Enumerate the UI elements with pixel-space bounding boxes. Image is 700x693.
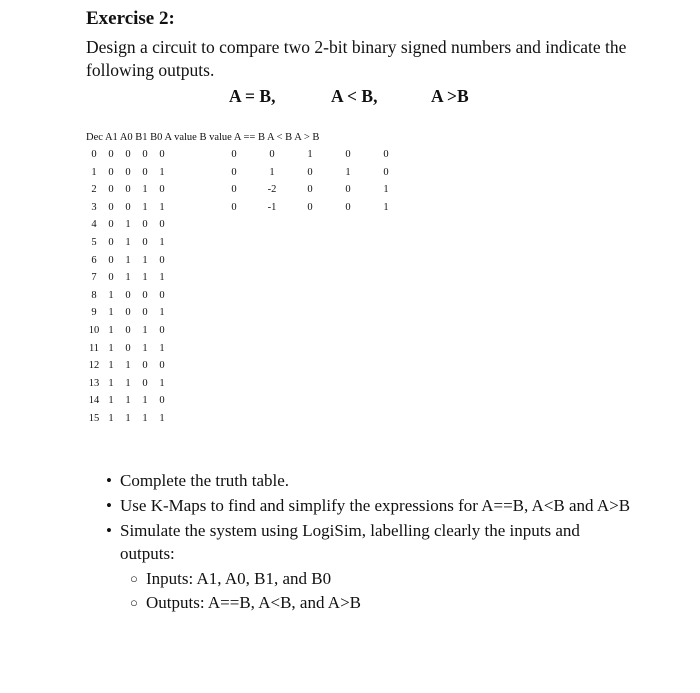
table-cell-b1: 1 <box>142 201 148 213</box>
instruction-item <box>106 519 636 565</box>
table-cell-b1: 1 <box>142 272 148 284</box>
instruction-item <box>106 469 636 492</box>
table-cell-b1: 0 <box>142 377 148 389</box>
table-cell-a1: 1 <box>108 360 114 372</box>
table-cell-dec: 3 <box>91 201 97 213</box>
table-cell-dec: 14 <box>88 395 100 407</box>
table-cell-dec: 15 <box>88 413 100 424</box>
table-cell-b1: 1 <box>142 325 148 336</box>
table-cell-bv: -2 <box>267 184 277 196</box>
sub-item-text: Inputs: A1, A0, B1, and B0 <box>146 569 332 588</box>
table-cell-a0: 1 <box>125 272 131 284</box>
table-row <box>86 378 406 395</box>
table-cell-b0: 1 <box>159 237 165 248</box>
table-cell-a0: 1 <box>125 254 131 266</box>
table-cell-a1: 1 <box>108 377 114 389</box>
instruction-text: Use K-Maps to find and simplify the expressions for A==B, A<B and A>B <box>120 496 631 515</box>
table-cell-a1: 1 <box>108 395 114 407</box>
instruction-list <box>106 469 636 615</box>
table-cell-dec: 12 <box>88 360 100 372</box>
table-cell-b1: 1 <box>142 413 148 424</box>
table-row <box>86 184 406 201</box>
sub-item-text: Outputs: A==B, A<B, and A>B <box>146 593 361 612</box>
table-cell-b1: 0 <box>142 237 148 248</box>
table-cell-dec: 5 <box>91 237 97 248</box>
table-row <box>86 307 406 324</box>
table-row <box>86 167 406 184</box>
table-cell-b1: 1 <box>142 342 148 354</box>
table-cell-gt: 0 <box>383 166 389 178</box>
table-cell-b0: 0 <box>159 325 165 336</box>
table-cell-b1: 1 <box>142 254 148 266</box>
table-cell-a0: 1 <box>125 219 131 231</box>
table-cell-dec: 4 <box>91 219 97 231</box>
table-row <box>86 237 406 254</box>
table-cell-eq: 0 <box>307 184 313 196</box>
table-cell-b0: 1 <box>159 342 165 354</box>
bullet-icon: • <box>106 496 112 515</box>
table-cell-b1: 0 <box>142 360 148 372</box>
table-cell-a1: 1 <box>108 413 114 424</box>
table-cell-av: 0 <box>231 184 237 196</box>
table-cell-a1: 1 <box>108 325 114 336</box>
table-row <box>86 395 406 412</box>
table-cell-gt: 1 <box>383 201 389 213</box>
table-cell-lt: 0 <box>345 184 351 196</box>
table-cell-dec: 13 <box>88 377 100 389</box>
bullet-icon: • <box>106 471 112 490</box>
table-cell-a1: 0 <box>108 219 114 231</box>
table-cell-eq: 1 <box>307 149 313 160</box>
table-cell-a0: 0 <box>125 325 131 336</box>
table-cell-a0: 0 <box>125 166 131 178</box>
table-cell-dec: 9 <box>91 307 97 319</box>
table-cell-b0: 0 <box>159 149 165 160</box>
output-equal: A = B, <box>229 86 276 106</box>
circle-bullet-icon: ○ <box>130 595 138 610</box>
table-cell-a0: 1 <box>125 395 131 407</box>
table-cell-bv: -1 <box>267 201 277 213</box>
table-cell-a1: 0 <box>108 272 114 284</box>
exercise-description: Design a circuit to compare two 2-bit binary signed numbers and indicate the following outputs. <box>86 37 627 80</box>
instruction-text: Complete the truth table. <box>120 471 290 490</box>
table-cell-a0: 0 <box>125 149 131 160</box>
table-cell-av: 0 <box>231 149 237 160</box>
table-cell-av: 0 <box>231 201 237 213</box>
table-row <box>86 413 406 430</box>
table-cell-a1: 0 <box>108 254 114 266</box>
table-cell-gt: 0 <box>383 149 389 160</box>
table-row <box>86 202 406 219</box>
table-cell-b0: 0 <box>159 360 165 372</box>
table-cell-a0: 1 <box>125 413 131 424</box>
table-cell-dec: 1 <box>91 166 97 178</box>
table-cell-b1: 0 <box>142 149 148 160</box>
table-row <box>86 255 406 272</box>
table-cell-dec: 11 <box>88 342 100 354</box>
table-cell-dec: 0 <box>91 149 97 160</box>
table-cell-lt: 0 <box>345 201 351 213</box>
instruction-text: Simulate the system using LogiSim, labelling clearly the inputs and outputs: <box>120 521 580 563</box>
table-cell-b1: 0 <box>142 219 148 231</box>
table-cell-b0: 1 <box>159 166 165 178</box>
table-row <box>86 325 406 342</box>
circle-bullet-icon: ○ <box>130 571 138 586</box>
table-row <box>86 360 406 377</box>
table-cell-a0: 0 <box>125 201 131 213</box>
table-cell-b0: 1 <box>159 377 165 389</box>
table-cell-a0: 0 <box>125 342 131 354</box>
table-cell-dec: 10 <box>88 325 100 336</box>
table-cell-a1: 0 <box>108 184 114 196</box>
sub-item-outputs <box>106 591 636 615</box>
table-cell-b0: 1 <box>159 272 165 284</box>
table-cell-a1: 1 <box>108 342 114 354</box>
table-cell-b1: 1 <box>142 395 148 407</box>
table-cell-a0: 1 <box>125 360 131 372</box>
output-less: A < B, <box>331 86 378 106</box>
table-cell-b0: 1 <box>159 307 165 319</box>
table-cell-b1: 0 <box>142 166 148 178</box>
exercise-title: Exercise 2: <box>86 8 175 29</box>
table-cell-b1: 1 <box>142 184 148 196</box>
table-cell-dec: 6 <box>91 254 97 266</box>
table-cell-b0: 0 <box>159 219 165 231</box>
table-cell-b0: 0 <box>159 289 165 301</box>
table-cell-b0: 0 <box>159 254 165 266</box>
table-row <box>86 290 406 307</box>
table-cell-eq: 0 <box>307 166 313 178</box>
table-row <box>86 343 406 360</box>
table-cell-a0: 1 <box>125 377 131 389</box>
table-cell-av: 0 <box>231 166 237 178</box>
table-cell-a0: 0 <box>125 289 131 301</box>
instruction-item <box>106 494 636 517</box>
table-cell-a1: 0 <box>108 237 114 248</box>
table-row <box>86 219 406 236</box>
table-cell-a1: 1 <box>108 289 114 301</box>
table-cell-bv: 1 <box>269 166 275 178</box>
table-cell-dec: 8 <box>91 289 97 301</box>
table-cell-a1: 0 <box>108 149 114 160</box>
table-cell-a1: 0 <box>108 166 114 178</box>
table-cell-dec: 7 <box>91 272 97 284</box>
bullet-icon: • <box>106 521 112 540</box>
sub-item-inputs <box>106 567 636 591</box>
table-cell-dec: 2 <box>91 184 97 196</box>
table-cell-eq: 0 <box>307 201 313 213</box>
table-cell-a1: 1 <box>108 307 114 319</box>
table-cell-bv: 0 <box>269 149 275 160</box>
table-cell-lt: 0 <box>345 149 351 160</box>
table-row <box>86 272 406 289</box>
table-cell-b0: 0 <box>159 184 165 196</box>
table-cell-a0: 0 <box>125 184 131 196</box>
table-cell-gt: 1 <box>383 184 389 196</box>
table-cell-b0: 0 <box>159 395 165 407</box>
truth-table-header: Dec A1 A0 B1 B0 A value B value A == B A < B A > B <box>86 132 320 143</box>
table-cell-b0: 1 <box>159 201 165 213</box>
table-cell-a0: 0 <box>125 307 131 319</box>
output-greater: A >B <box>431 86 469 106</box>
table-cell-b0: 1 <box>159 413 165 424</box>
table-cell-a1: 0 <box>108 201 114 213</box>
table-cell-b1: 0 <box>142 289 148 301</box>
table-row <box>86 149 406 166</box>
table-cell-lt: 1 <box>345 166 351 178</box>
table-cell-b1: 0 <box>142 307 148 319</box>
table-cell-a0: 1 <box>125 237 131 248</box>
